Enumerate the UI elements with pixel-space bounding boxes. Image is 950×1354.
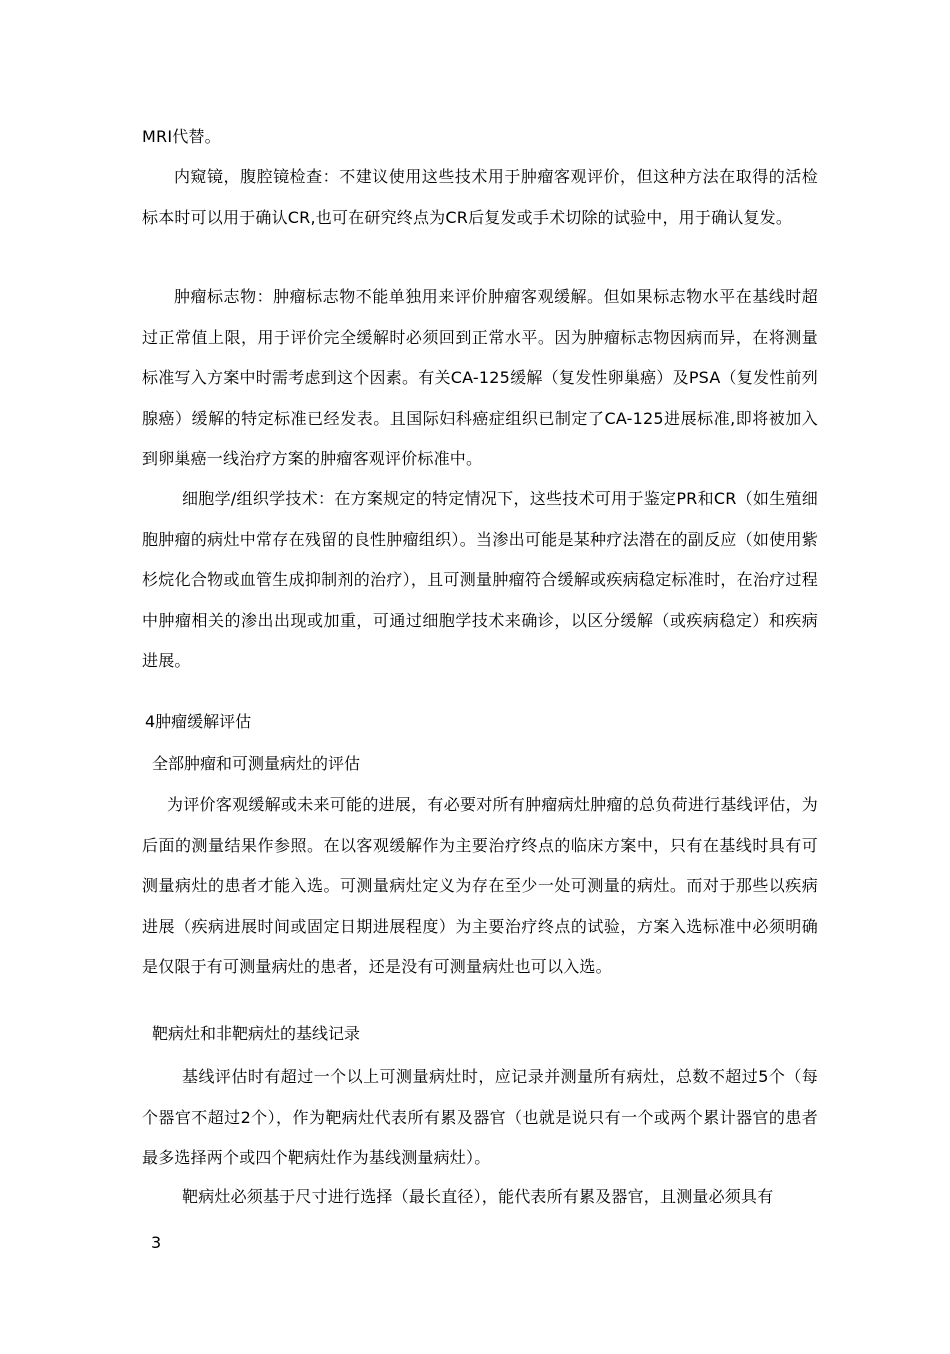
paragraph-baseline-eval: 为评价客观缓解或未来可能的进展，有必要对所有肿瘤病灶肿瘤的总负荷进行基线评估，为后面的测量结果作参照。在以客观缓解作为主要治疗终点的临床方案中，只有在基线时具有可测量病灶的患者才能入选。可测量病灶定义为存在至少一处可测量的病灶。而对于那些以疾病进展（疾病进展时间或固定日期进展程度）为主要治疗终点的试验，方案入选标准中必须明确是仅限于有可测量病灶的患者，还是没有可测量病灶也可以入选。 [142,795,818,976]
page-number: 3 [151,1233,162,1252]
paragraph-target-selection: 靶病灶必须基于尺寸进行选择（最长直径），能代表所有累及器官，且测量必须具有 [182,1187,774,1206]
paragraph-endoscopy: 内窥镜，腹腔镜检查：不建议使用这些技术用于肿瘤客观评价，但这种方法在取得的活检标本时可以用于确认CR,也可在研究终点为CR后复发或手术切除的试验中，用于确认复发。 [142,167,818,227]
paragraph-tumor-markers: 肿瘤标志物：肿瘤标志物不能单独用来评价肿瘤客观缓解。但如果标志物水平在基线时超过正常值上限，用于评价完全缓解时必须回到正常水平。因为肿瘤标志物因病而异，在将测量标准写入方案中时需考虑到这个因素。有关CA-125缓解（复发性卵巢癌）及PSA（复发性前列腺癌）缓解的特定标准已经发表。且国际妇科癌症组织已制定了CA-125进展标准,即将被加入到卵巢癌一线治疗方案的肿瘤客观评价标准中。 [142,287,818,468]
section-heading-4: 4肿瘤缓解评估 [145,712,252,731]
subheading-target-nontarget: 靶病灶和非靶病灶的基线记录 [152,1024,361,1043]
paragraph-cytology: 细胞学/组织学技术：在方案规定的特定情况下，这些技术可用于鉴定PR和CR（如生殖细胞肿瘤的病灶中常存在残留的良性肿瘤组织）。当渗出可能是某种疗法潜在的副反应（如使用紫杉烷化合物或血管生成抑制剂的治疗），且可测量肿瘤符合缓解或疾病稳定标准时，在治疗过程中肿瘤相关的渗出出现或加重，可通过细胞学技术来确诊，以区分缓解（或疾病稳定）和疾病进展。 [142,489,818,670]
paragraph-baseline-record: 基线评估时有超过一个以上可测量病灶时，应记录并测量所有病灶，总数不超过5个（每个器官不超过2个），作为靶病灶代表所有累及器官（也就是说只有一个或两个累计器官的患者最多选择两个或四个靶病灶作为基线测量病灶）。 [142,1067,818,1167]
subheading-all-tumors: 全部肿瘤和可测量病灶的评估 [152,754,361,773]
paragraph-mri-tail: MRI代替。 [142,127,221,146]
